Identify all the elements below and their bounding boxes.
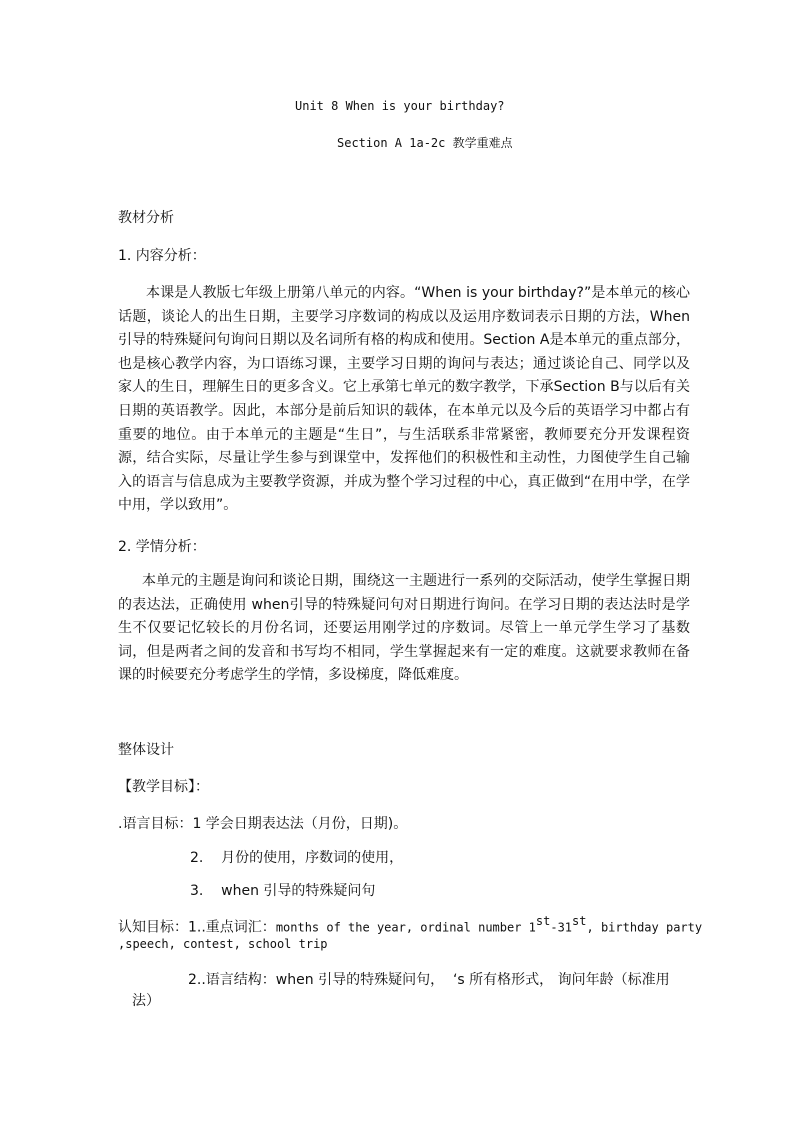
content-analysis-heading: 1. 内容分析：	[118, 248, 206, 264]
document-subtitle: Section A 1a-2c 教学重难点	[337, 136, 513, 150]
superscript-st: st	[535, 914, 551, 928]
cognitive-goal-vocab-b: , birthday party	[586, 920, 703, 935]
language-goal: .语言目标：1 学会日期表达法（月份，日期)。	[118, 816, 408, 832]
cognitive-goal-label: 认知目标：1..重点词汇：	[118, 919, 276, 936]
section-heading-textbook-analysis: 教材分析	[118, 210, 174, 226]
superscript-st-2: st	[572, 914, 587, 928]
learner-analysis-heading: 2. 学情分析：	[118, 539, 206, 555]
learner-analysis-paragraph: 本单元的主题是询问和谈论日期，围绕这一主题进行一系列的交际活动，使学生掌握日期的表达法，正确使用 when引导的特殊疑问句对日期进行询问。在学习日期的表达法时是学生不仅要记忆较长的月份名词，还要运用刚学过的序数词。尽管上一单元学生学习了基数词，但是两者之间的发音和书写均不相同，学生掌握起来有一定的难度。这就要求教师在备课的时候要充分考虑学生的学情，多设梯度，降低难度。	[118, 573, 690, 683]
language-goal-item-2: 2. 月份的使用，序数词的使用，	[190, 850, 404, 866]
content-analysis-paragraph: 本课是人教版七年级上册第八单元的内容。“When is your birthday?”是本单元的核心话题，谈论人的出生日期，主要学习序数词的构成以及运用序数词表示日期的方法，When引导的特殊疑问句询问日期以及名词所有格的构成和使用。Section A是本单元的重点部分，也是核心教学内容，为口语练习课，主要学习日期的询问与表达；通过谈论自己、同学以及家人的生日，理解生日的更多含义。它上承第七单元的数字教学，下承Section B与以后有关日期的英语教学。因此，本部分是前后知识的载体，在本单元以及今后的英语学习中都占有重要的地位。由于本单元的主题是“生日”，与生活联系非常紧密，教师要充分开发课程资源，结合实际，尽量让学生参与到课堂中，发挥他们的积极性和主动性，力图使学生自己输入的语言与信息成为主要教学资源，并成为整个学习过程的中心，真正做到“在用中学，在学中用，学以致用”。	[118, 285, 690, 514]
cognitive-goal-vocab-dash: -31	[550, 920, 573, 935]
cognitive-goal-item-2-cont: 法）	[132, 993, 160, 1009]
cognitive-goal-line	[118, 914, 702, 936]
cognitive-goal-item-2: 2..语言结构：when 引导的特殊疑问句， ‘s 所有格形式， 询问年龄（标准用	[188, 972, 670, 988]
cognitive-goal-vocab-line2: ,speech, contest, school trip	[118, 937, 328, 951]
cognitive-goal-vocab-a: months of the year, ordinal number 1	[275, 920, 536, 935]
language-goal-item-3: 3. when 引导的特殊疑问句	[190, 883, 376, 899]
document-title: Unit 8 When is your birthday?	[295, 99, 505, 113]
section-heading-overall-design: 整体设计	[118, 742, 174, 758]
teaching-goals-heading: 【教学目标】：	[118, 779, 209, 795]
